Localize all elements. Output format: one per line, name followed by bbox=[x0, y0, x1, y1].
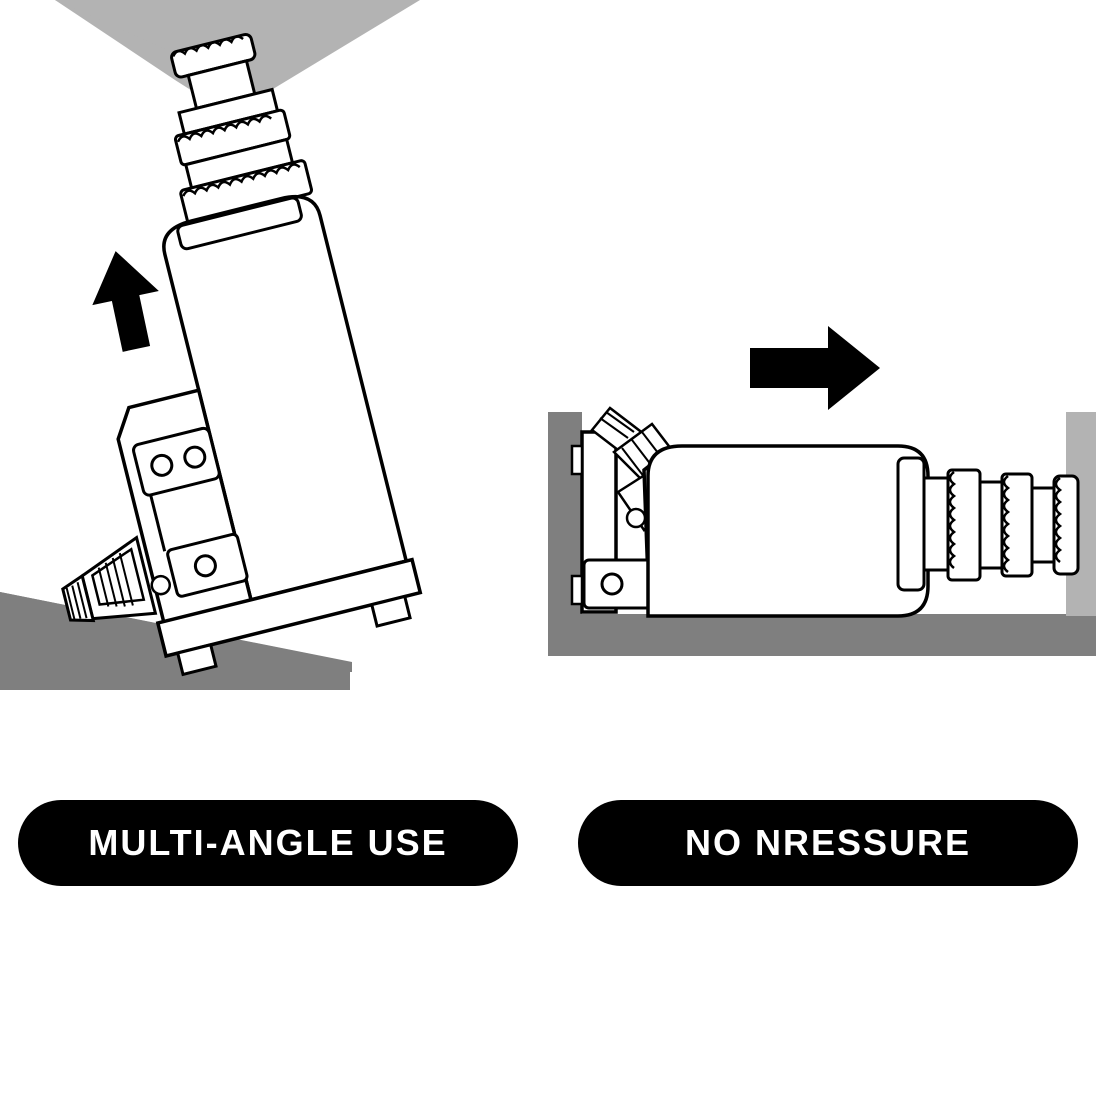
jack-assembly-tilted bbox=[0, 26, 426, 698]
ground-floor bbox=[548, 614, 1096, 656]
label-multi-angle-use: MULTI-ANGLE USE bbox=[18, 800, 518, 886]
panel-multi-angle-use bbox=[0, 0, 548, 760]
jack-cylinder bbox=[648, 446, 928, 616]
right-arrow-icon bbox=[750, 326, 880, 410]
label-row bbox=[0, 800, 1096, 900]
label-no-pressure: NO NRESSURE bbox=[578, 800, 1078, 886]
jack-saddle bbox=[1032, 476, 1078, 574]
jack-extension-screw bbox=[924, 470, 1032, 580]
jack-assembly-horizontal bbox=[572, 408, 1078, 616]
up-arrow-icon bbox=[82, 244, 169, 356]
panel-no-pressure bbox=[548, 0, 1096, 760]
